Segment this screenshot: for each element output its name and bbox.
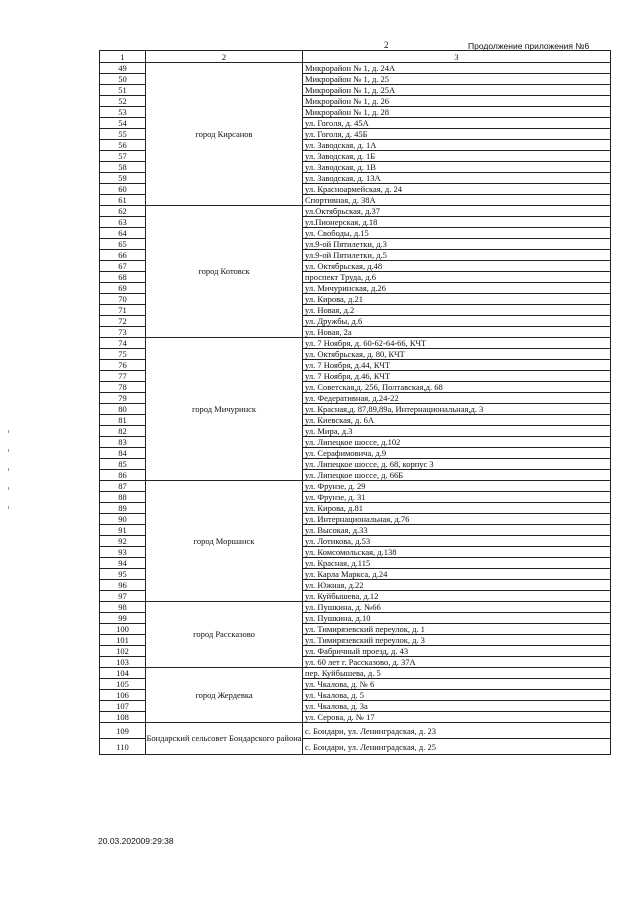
address: ул. Мичуринская, д.26	[303, 283, 611, 294]
row-number: 83	[100, 437, 146, 448]
address: ул. Серафимовича, д.9	[303, 448, 611, 459]
address: ул. Красная, д.115	[303, 558, 611, 569]
address: ул. Липецкое шоссе, д. 68, корпус 3	[303, 459, 611, 470]
row-number: 64	[100, 228, 146, 239]
address: ул. Высокая, д.33	[303, 525, 611, 536]
column-header: 2	[146, 51, 303, 63]
address: ул. Южная, д.22	[303, 580, 611, 591]
address: ул. Фрунзе, д. 29	[303, 481, 611, 492]
row-number: 96	[100, 580, 146, 591]
address: проспект Труда, д.6	[303, 272, 611, 283]
address: ул. Серова, д. № 17	[303, 712, 611, 723]
address-table	[99, 50, 611, 755]
address: с. Бондари, ул. Ленинградская, д. 25	[303, 739, 611, 755]
row-number: 108	[100, 712, 146, 723]
appendix-title: Продолжение приложения №6	[468, 41, 590, 51]
row-number: 103	[100, 657, 146, 668]
address: Микрорайон № 1, д. 25А	[303, 85, 611, 96]
address: ул. Пушкина, д. №66	[303, 602, 611, 613]
city-name: город Кирсанов	[146, 63, 303, 206]
row-number: 63	[100, 217, 146, 228]
row-number: 86	[100, 470, 146, 481]
address: ул. Киевская, д. 6А	[303, 415, 611, 426]
address: Микрорайон № 1, д. 25	[303, 74, 611, 85]
city-name: Бондарский сельсовет Бондарского района	[146, 723, 303, 755]
row-number: 59	[100, 173, 146, 184]
row-number: 53	[100, 107, 146, 118]
row-number: 66	[100, 250, 146, 261]
row-number: 49	[100, 63, 146, 74]
address: ул. Интернациональная, д.76	[303, 514, 611, 525]
row-number: 72	[100, 316, 146, 327]
row-number: 97	[100, 591, 146, 602]
row-number: 65	[100, 239, 146, 250]
address: ул. 7 Ноября, д.46, КЧТ	[303, 371, 611, 382]
column-header: 1	[100, 51, 146, 63]
address: ул.Пионерская, д.18	[303, 217, 611, 228]
address: ул. Фрунзе, д. 31	[303, 492, 611, 503]
address: ул. Фабричный проезд, д. 43	[303, 646, 611, 657]
row-number: 85	[100, 459, 146, 470]
city-name: город Моршанск	[146, 481, 303, 602]
row-number: 76	[100, 360, 146, 371]
address: ул. Заводская, д. 1А	[303, 140, 611, 151]
table-row	[100, 723, 611, 739]
address: ул. Чкалова, д. 3а	[303, 701, 611, 712]
row-number: 80	[100, 404, 146, 415]
address: ул. 7 Ноября, д. 60-62-64-66, КЧТ	[303, 338, 611, 349]
row-number: 61	[100, 195, 146, 206]
row-number: 109	[100, 723, 146, 739]
row-number: 69	[100, 283, 146, 294]
address: ул. Чкалова, д. № 6	[303, 679, 611, 690]
address: ул. 60 лет г. Рассказово, д. 37А	[303, 657, 611, 668]
row-number: 90	[100, 514, 146, 525]
address: ул. Комсомольская, д.138	[303, 547, 611, 558]
row-number: 106	[100, 690, 146, 701]
header-row	[100, 51, 611, 63]
row-number: 88	[100, 492, 146, 503]
table-row	[100, 338, 611, 349]
page-number: 2	[384, 40, 389, 50]
row-number: 91	[100, 525, 146, 536]
row-number: 67	[100, 261, 146, 272]
address: ул. Куйбышева, д.12	[303, 591, 611, 602]
address: с. Бондари, ул. Ленинградская, д. 23	[303, 723, 611, 739]
row-number: 75	[100, 349, 146, 360]
city-name: город Жердевка	[146, 668, 303, 723]
row-number: 105	[100, 679, 146, 690]
table-row	[100, 602, 611, 613]
row-number: 71	[100, 305, 146, 316]
print-timestamp: 20.03.202009:29:38	[98, 836, 174, 846]
table-row	[100, 668, 611, 679]
address: ул. Новая, 2а	[303, 327, 611, 338]
address: ул. Заводская, д. 1Б	[303, 151, 611, 162]
address: ул.9-ой Пятилетки, д.3	[303, 239, 611, 250]
row-number: 54	[100, 118, 146, 129]
address: ул. Октябрьская, д. 80, КЧТ	[303, 349, 611, 360]
row-number: 99	[100, 613, 146, 624]
address: ул. Пушкина, д.10	[303, 613, 611, 624]
address: ул. Кирова, д.81	[303, 503, 611, 514]
margin-marks	[6, 430, 12, 540]
address: пер. Куйбышева, д. 5	[303, 668, 611, 679]
row-number: 104	[100, 668, 146, 679]
address: ул. Дружбы, д.6	[303, 316, 611, 327]
address: ул. Свободы, д.15	[303, 228, 611, 239]
address: ул. Заводская, д. 1В	[303, 162, 611, 173]
address: ул.Октябрьская, д.37	[303, 206, 611, 217]
address: Микрорайон № 1, д. 28	[303, 107, 611, 118]
row-number: 95	[100, 569, 146, 580]
row-number: 87	[100, 481, 146, 492]
row-number: 110	[100, 739, 146, 755]
city-name: город Рассказово	[146, 602, 303, 668]
row-number: 92	[100, 536, 146, 547]
row-number: 100	[100, 624, 146, 635]
address: ул. Гоголя, д. 45Б	[303, 129, 611, 140]
address: ул. Липецкое шоссе, д.102	[303, 437, 611, 448]
address: ул. Мира, д.3	[303, 426, 611, 437]
address: ул. Тимирязевский переулок, д. 3	[303, 635, 611, 646]
column-header: 3	[303, 51, 611, 63]
table-row	[100, 481, 611, 492]
row-number: 56	[100, 140, 146, 151]
address: ул. Чкалова, д. 5	[303, 690, 611, 701]
address: ул. Новая, д.2	[303, 305, 611, 316]
city-name: город Мичуринск	[146, 338, 303, 481]
address: ул. Гоголя, д. 45А	[303, 118, 611, 129]
row-number: 84	[100, 448, 146, 459]
row-number: 60	[100, 184, 146, 195]
address: ул. Красноармейская, д. 24	[303, 184, 611, 195]
row-number: 79	[100, 393, 146, 404]
address: ул. Советская,д. 256, Полтавская,д. 68	[303, 382, 611, 393]
address: Микрорайон № 1, д. 26	[303, 96, 611, 107]
row-number: 70	[100, 294, 146, 305]
address: ул. Октябрьская, д.48	[303, 261, 611, 272]
row-number: 73	[100, 327, 146, 338]
address: ул. Лотикова, д.53	[303, 536, 611, 547]
address: ул. Кирова, д.21	[303, 294, 611, 305]
address: ул. Липецкое шоссе, д. 66Б	[303, 470, 611, 481]
address: ул.9-ой Пятилетки, д.5	[303, 250, 611, 261]
row-number: 74	[100, 338, 146, 349]
table-row	[100, 63, 611, 74]
row-number: 93	[100, 547, 146, 558]
row-number: 94	[100, 558, 146, 569]
row-number: 62	[100, 206, 146, 217]
city-name: город Котовск	[146, 206, 303, 338]
address: ул. Тимирязевский переулок, д. 1	[303, 624, 611, 635]
row-number: 77	[100, 371, 146, 382]
row-number: 57	[100, 151, 146, 162]
row-number: 107	[100, 701, 146, 712]
row-number: 52	[100, 96, 146, 107]
row-number: 78	[100, 382, 146, 393]
address: ул. Карла Маркса, д.24	[303, 569, 611, 580]
row-number: 102	[100, 646, 146, 657]
row-number: 51	[100, 85, 146, 96]
row-number: 98	[100, 602, 146, 613]
row-number: 101	[100, 635, 146, 646]
row-number: 82	[100, 426, 146, 437]
address: Микрорайон № 1, д. 24А	[303, 63, 611, 74]
row-number: 81	[100, 415, 146, 426]
row-number: 55	[100, 129, 146, 140]
address: ул. Федеративная, д.24-22	[303, 393, 611, 404]
row-number: 68	[100, 272, 146, 283]
row-number: 89	[100, 503, 146, 514]
address: Спортивная, д. 38А	[303, 195, 611, 206]
address: ул. 7 Ноября, д.44, КЧТ	[303, 360, 611, 371]
row-number: 50	[100, 74, 146, 85]
table-row	[100, 206, 611, 217]
address: ул. Красная,д. 87,89,89а, Интернациональная,д. 3	[303, 404, 611, 415]
row-number: 58	[100, 162, 146, 173]
address: ул. Заводская, д. 13А	[303, 173, 611, 184]
